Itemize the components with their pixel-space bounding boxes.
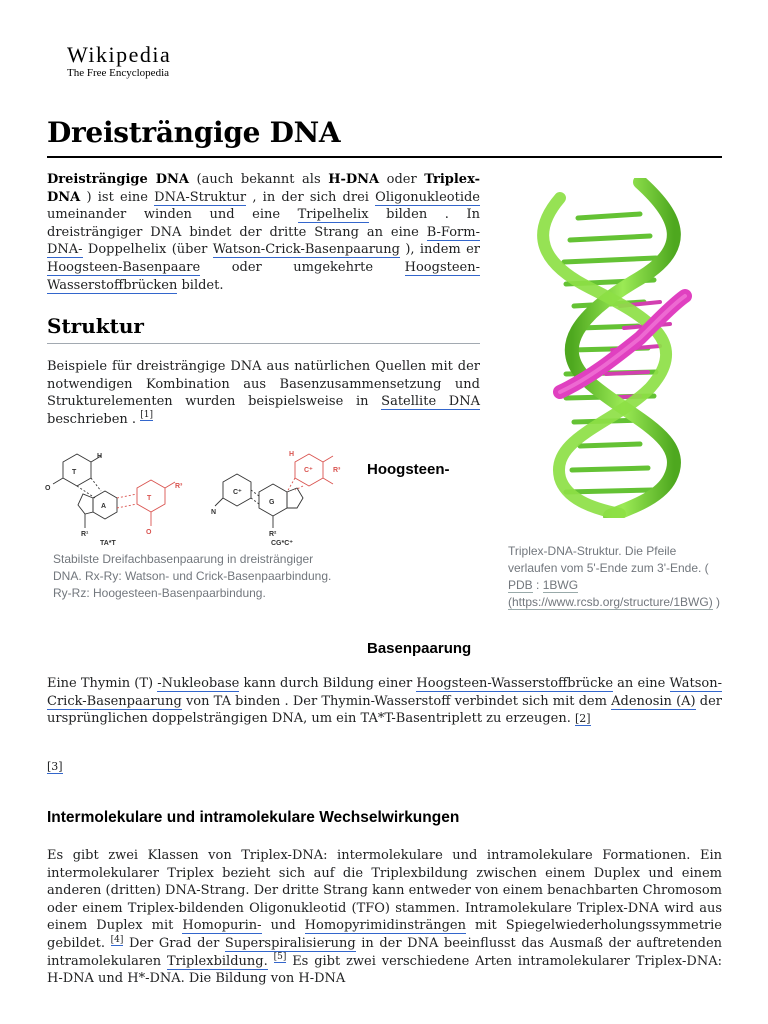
page-title: Dreisträngige DNA — [47, 116, 341, 149]
basenpaarung-paragraph — [47, 675, 722, 728]
text: Es gibt zwei Klassen von Triplex-DNA: intermolekulare und intramolekulare Formationen. Ein intermolekularer Triplex bezieht sich auf die Triplexbildung zwischen einem Duplex und einem anderen (dritten) DNA-Strang. Der dritte Strang kann entweder von einem benachbarten Chromosom oder einem Triplex-bildenden Oligonukleotid (TFO) stammen. Intramolekulare Triplex-DNA wird aus einem Duplex mit — [47, 848, 722, 934]
atom-r2: R² — [269, 531, 277, 538]
struktur-paragraph — [47, 358, 480, 428]
text: Triplex-DNA-Struktur. Die Pfeile verlaufen vom 5'-Ende zum 3'-Ende. ( — [508, 544, 709, 575]
link-triplexbildung[interactable]: Triplexbildung. — [167, 953, 268, 969]
ref-1[interactable]: [1] — [140, 410, 153, 421]
text: bildet. — [177, 277, 224, 293]
text: beschrieben . — [47, 411, 141, 427]
logo-tagline: The Free Encyclopedia — [67, 67, 170, 79]
text — [268, 954, 274, 969]
text: Es gibt zwei verschiedene Arten intramolekularer Triplex-DNA: H-DNA und H*-DNA. Die Bildung von H-DNA — [47, 953, 722, 987]
link-pdb[interactable]: PDB — [508, 578, 533, 592]
title-divider — [47, 156, 722, 158]
text: oder umgekehrte — [200, 259, 405, 275]
ref-3[interactable]: [3] — [47, 760, 63, 773]
link-homopyrimidin[interactable]: Homopyrimidinsträngen — [304, 918, 466, 934]
atom-c: C⁺ — [233, 489, 242, 496]
triplex-helix-figure[interactable] — [520, 178, 710, 518]
text: bilden . In dreisträngiger DNA bindet der dritte Strang an eine — [47, 207, 480, 240]
atom-r3-right: R³ — [333, 467, 341, 474]
atom-r1: R¹ — [81, 531, 89, 538]
ref-4[interactable]: [4] — [110, 934, 124, 945]
text: kann durch Bildung einer — [239, 676, 417, 691]
base-triplet-caption: Stabilste Dreifachbasenpaarung in dreisträngiger DNA. Rx-Ry: Watson- und Crick-Basenpaarbindung. Ry-Rz: Hoogesteen-Basenpaarbindung. — [53, 552, 332, 600]
ref-3-line — [47, 758, 63, 776]
text: umeinander winden und eine — [47, 207, 298, 223]
subhead-hoogsteen: Hoogsteen- — [367, 461, 450, 478]
link-watson-crick-2[interactable]: Watson-Crick-Basenpaarung — [47, 676, 722, 709]
atom-c-plus: C⁺ — [304, 467, 313, 474]
text: mit Spiegelwiederholungssymmetrie gebildet. — [47, 918, 722, 951]
base-triplet-diagram — [45, 448, 355, 550]
term-triplex-dna: Triplex-DNA — [47, 172, 480, 205]
helix-caption — [508, 543, 723, 611]
atom-n: N — [211, 509, 217, 516]
text: ) ist eine — [80, 189, 155, 205]
intro-paragraph — [47, 171, 480, 294]
ref-2[interactable]: [2] — [575, 712, 591, 726]
text: der ursprünglichen doppelsträngigen DNA, um ein TA*T-Basentriplett zu erzeugen. — [47, 693, 722, 727]
text: oder — [379, 172, 425, 187]
text: an eine — [613, 676, 670, 691]
text: Doppelhelix (über — [82, 242, 213, 258]
wikipedia-logo[interactable] — [67, 44, 171, 79]
atom-o: O — [45, 485, 51, 492]
link-oligonukleotide[interactable]: Oligonukleotide — [375, 189, 480, 205]
atom-t: T — [72, 469, 77, 476]
label-cg-c: CG*C⁺ — [271, 540, 293, 547]
link-1bwg[interactable]: 1BWG (https://www.rcsb.org/structure/1BWG) — [508, 578, 713, 609]
wechselwirkungen-paragraph — [47, 847, 722, 988]
term-h-dna: H-DNA — [328, 172, 380, 187]
section-divider — [47, 343, 480, 344]
logo-wordmark: Wikipedia — [67, 42, 172, 67]
atom-a: A — [101, 503, 107, 510]
link-adenosin[interactable]: Adenosin (A) — [611, 693, 696, 709]
atom-t-red: T — [147, 495, 152, 502]
text: Beispiele für dreisträngige DNA aus natürlichen Quellen mit der notwendigen Kombination aus Basenzusammensetzung und Strukturelementen wurden beispielsweise in — [47, 359, 480, 410]
ref-5[interactable]: [5] — [273, 952, 287, 963]
atom-g: G — [269, 499, 275, 506]
label-ta-t: TA*T — [100, 540, 116, 547]
link-homopurin[interactable]: Homopurin- — [182, 918, 262, 934]
section-heading-wechselwirkungen: Intermolekulare und intramolekulare Wechselwirkungen — [47, 809, 460, 826]
text: von TA binden . Der Thymin-Wasserstoff verbindet sich mit dem — [181, 693, 612, 709]
base-triplet-figure[interactable] — [45, 448, 355, 550]
atom-o-red: O — [146, 529, 152, 536]
link-dna-struktur[interactable]: DNA-Struktur — [154, 189, 247, 205]
atom-h: H — [97, 453, 103, 460]
link-b-form-dna[interactable]: B-Form-DNA- — [47, 224, 480, 258]
text: (auch bekannt als — [188, 172, 329, 187]
atom-r3: R³ — [175, 483, 183, 490]
link-tripelhelix[interactable]: Tripelhelix — [297, 207, 369, 223]
text: in der DNA beeinflusst das Ausmaß der auftretenden intramolekularen — [47, 935, 723, 969]
term-dreistraengige: Dreisträngige DNA — [47, 172, 189, 187]
text: Eine Thymin (T) — [47, 676, 158, 691]
section-heading-struktur: Struktur — [47, 314, 144, 338]
link-watson-crick[interactable]: Watson-Crick-Basenpaarung — [212, 242, 400, 258]
text: ) — [712, 595, 721, 609]
text: , in der sich drei — [246, 189, 376, 205]
link-hoogsteen-basenpaare[interactable]: Hoogsteen-Basenpaare — [47, 259, 201, 275]
link-hoogsteen-wasserstoffbruecke[interactable]: Hoogsteen-Wasserstoffbrücke — [416, 676, 614, 691]
text: Der Grad der — [123, 935, 225, 951]
subhead-basenpaarung: Basenpaarung — [367, 640, 472, 657]
link-satellite-dna[interactable]: Satellite DNA — [381, 394, 480, 410]
atom-h-red: H — [289, 451, 295, 458]
text: ), indem er — [400, 242, 480, 258]
triplex-helix-image — [520, 178, 710, 518]
text: und — [261, 918, 305, 934]
link-superspiralisierung[interactable]: Superspiralisierung — [224, 935, 356, 951]
link-nukleobase[interactable]: -Nukleobase — [157, 676, 240, 691]
text: : — [532, 578, 543, 592]
link-hoogsteen-wasserstoff[interactable]: Hoogsteen-Wasserstoffbrücken — [47, 259, 480, 293]
